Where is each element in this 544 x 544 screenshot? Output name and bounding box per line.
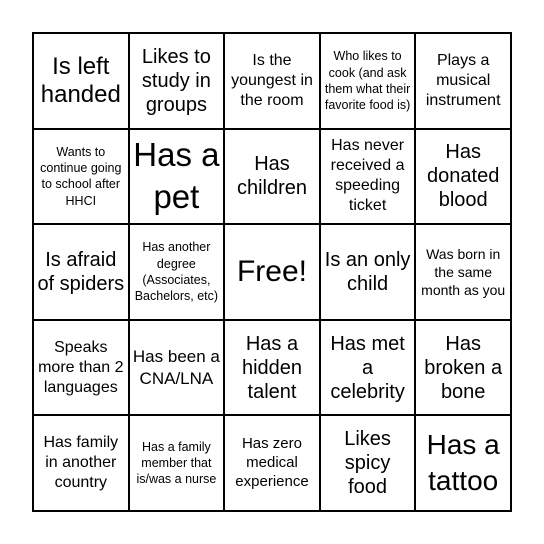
bingo-cell[interactable]: Has a hidden talent [224, 320, 320, 416]
bingo-cell[interactable]: Has another degree (Associates, Bachelors, etc) [129, 224, 225, 320]
bingo-cell[interactable]: Is afraid of spiders [33, 224, 129, 320]
bingo-cell[interactable]: Has never received a speeding ticket [320, 129, 416, 225]
bingo-cell[interactable]: Wants to continue going to school after HHCI [33, 129, 129, 225]
bingo-cell[interactable]: Is left handed [33, 33, 129, 129]
bingo-cell[interactable]: Has a family member that is/was a nurse [129, 415, 225, 511]
bingo-cell[interactable]: Has a tattoo [415, 415, 511, 511]
bingo-cell[interactable]: Has family in another country [33, 415, 129, 511]
bingo-cell[interactable]: Has zero medical experience [224, 415, 320, 511]
bingo-cell[interactable]: Plays a musical instrument [415, 33, 511, 129]
bingo-cell[interactable]: Has a pet [129, 129, 225, 225]
bingo-cell[interactable]: Likes to study in groups [129, 33, 225, 129]
bingo-cell[interactable]: Speaks more than 2 languages [33, 320, 129, 416]
bingo-cell[interactable]: Likes spicy food [320, 415, 416, 511]
bingo-cell[interactable]: Has children [224, 129, 320, 225]
bingo-cell[interactable]: Has been a CNA/LNA [129, 320, 225, 416]
bingo-cell[interactable]: Has met a celebrity [320, 320, 416, 416]
bingo-cell[interactable]: Is an only child [320, 224, 416, 320]
bingo-cell[interactable]: Was born in the same month as you [415, 224, 511, 320]
free-space-cell[interactable]: Free! [224, 224, 320, 320]
bingo-cell[interactable]: Is the youngest in the room [224, 33, 320, 129]
bingo-board [32, 32, 512, 512]
bingo-cell[interactable]: Who likes to cook (and ask them what their favorite food is) [320, 33, 416, 129]
bingo-cell[interactable]: Has donated blood [415, 129, 511, 225]
bingo-cell[interactable]: Has broken a bone [415, 320, 511, 416]
